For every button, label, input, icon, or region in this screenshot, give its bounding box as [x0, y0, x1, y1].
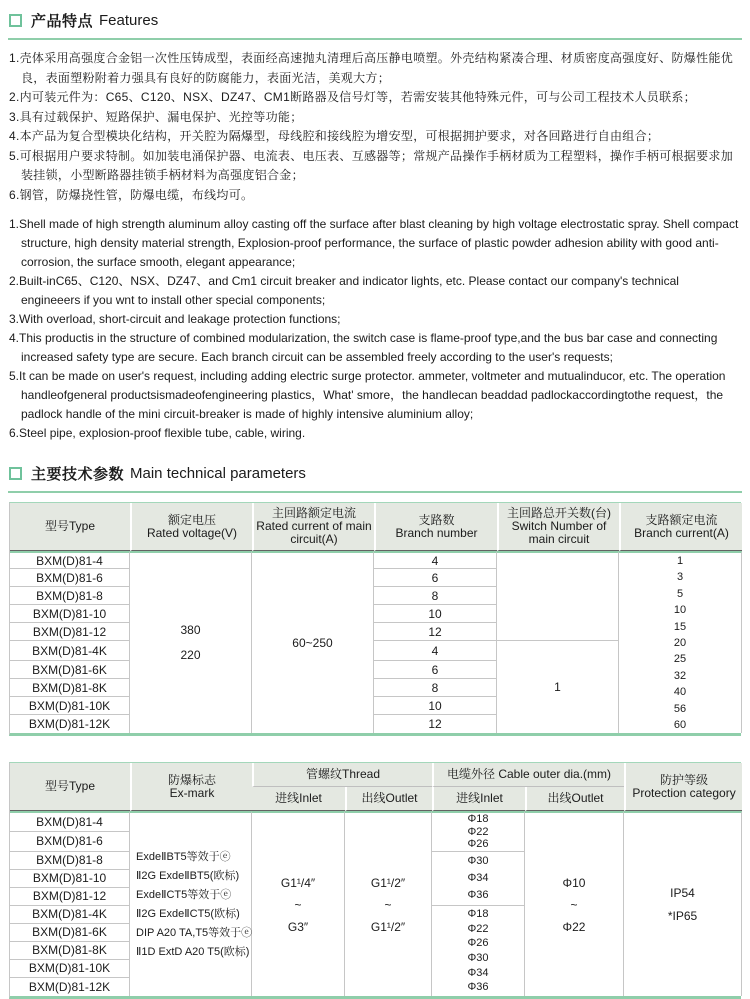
branch-number-cell: 10	[374, 697, 497, 715]
features-list-english	[9, 215, 741, 443]
col-header-cable-dia: 电缆外径 Cable outer dia.(mm)	[432, 763, 624, 787]
feature-item: 5.可根据用户要求特制。如加装电涌保护器、电流表、电压表、互感器等；常规产品操作手柄材质为工程塑料，操作手柄可根据要求加装挂锁，小型断路器挂锁手柄材料为高强度铝合金；	[9, 148, 734, 182]
ex-mark-cell: ExdeⅡBT5等效于ⓔ Ⅱ2G ExdeⅡBT5(欧标) ExdeⅡCT5等效于ⓔ Ⅱ2G ExdeⅡCT5(欧标) DIP A20 TA,T5等效于ⓔ Ⅱ1D ExtD A20 T5(欧标)	[130, 811, 252, 996]
main-current-cell: 60~250	[252, 551, 374, 733]
type-cell: BXM(D)81-4	[10, 811, 130, 831]
protection-cell: IP54 *IP65	[624, 811, 742, 996]
table1-header-row	[10, 503, 742, 551]
type-cell: BXM(D)81-12K	[10, 978, 130, 996]
type-cell: BXM(D)81-12	[10, 888, 130, 906]
feature-item: 4.本产品为复合型模块化结构，开关腔为隔爆型，母线腔和接线腔为增安型，可根据拥护要求，对各回路进行自由组合；	[9, 129, 660, 143]
col-header-ex-mark: 防爆标志 Ex-mark	[130, 763, 252, 811]
cable-outlet-cell: Φ10 ~ Φ22	[525, 811, 624, 996]
col-header-cable-outlet: 出线Outlet	[525, 787, 624, 811]
section-header-features	[8, 8, 742, 40]
feature-item: 1.壳体采用高强度合金铝一次性压铸成型，表面经高速抛丸清理后高压静电喷塑。外壳结构紧凑合理、材质密度高强度好、防爆性能优良，表面塑粉附着力强具有良好的防腐能力，表面光洁，美观大方；	[9, 51, 734, 85]
col-header-rated-voltage: 额定电压 Rated voltage(V)	[130, 503, 252, 551]
type-cell: BXM(D)81-8	[10, 852, 130, 870]
col-header-switch-number: 主回路总开关数(台) Switch Number of main circuit	[497, 503, 619, 551]
type-cell: BXM(D)81-4K	[10, 906, 130, 924]
section-marker-icon	[9, 14, 22, 27]
col-header-type: 型号Type	[10, 763, 130, 811]
col-header-branch-current: 支路额定电流 Branch current(A)	[619, 503, 742, 551]
feature-item: 4.This productis in the structure of combined modularization, the switch case is flame-proof type,and the bus bar case and connecting increased safety type are secure. Each branch circuit can be assembled freely according to the user's requests;	[9, 331, 718, 364]
feature-item: 5.It can be made on user's request, including adding electric surge protector. ammeter, voltmeter and mutualinducor, etc. The operation handleofgeneral productsismadeofengineering plastics，What' smore，the handlecan beaddad padlockaccordingtothe request，the padlock handle of the mini circuit-breaker is made of highly intensive aluminium alloy;	[9, 369, 726, 421]
cable-inlet-cell: Φ18 Φ22 Φ26 Φ30 Φ34 Φ36	[432, 906, 525, 996]
section-marker-icon	[9, 467, 22, 480]
voltage-cell: 380 220	[130, 551, 252, 733]
type-cell: BXM(D)81-6	[10, 569, 130, 587]
type-cell: BXM(D)81-6	[10, 832, 130, 852]
feature-item: 2.Built-inC65、C120、NSX、DZ47、and Cm1 circuit breaker and indicator lights, etc. Please contact our company's technical engineeers if you wnt to install other special components;	[9, 274, 679, 307]
branch-number-cell: 12	[374, 715, 497, 733]
branch-number-cell: 4	[374, 641, 497, 661]
col-header-protection: 防护等级 Protection category	[624, 763, 742, 811]
thread-cable-table	[9, 762, 741, 999]
type-cell: BXM(D)81-12	[10, 623, 130, 641]
type-cell: BXM(D)81-8	[10, 587, 130, 605]
table2-header-row-1	[10, 763, 742, 787]
branch-number-cell: 12	[374, 623, 497, 641]
col-header-branch-number: 支路数 Branch number	[374, 503, 497, 551]
type-cell: BXM(D)81-10K	[10, 960, 130, 978]
type-cell: BXM(D)81-10	[10, 870, 130, 888]
col-header-thread: 管螺纹Thread	[252, 763, 432, 787]
section-header-parameters	[8, 461, 742, 493]
type-cell: BXM(D)81-10K	[10, 697, 130, 715]
features-list-chinese	[9, 49, 741, 205]
type-cell: BXM(D)81-6K	[10, 924, 130, 942]
type-cell: BXM(D)81-8K	[10, 679, 130, 697]
type-cell: BXM(D)81-6K	[10, 661, 130, 679]
features-title-en: Features	[99, 12, 159, 29]
feature-item: 1.Shell made of high strength aluminum alloy casting off the surface after blast cleaning by high voltage electrostatic spray. Shell compact structure, high density material strength, Explosion-proof performance, the surface of plastic powder adhesion ability with good anti-corrosion, the surface smooth, elegant appearance;	[9, 217, 739, 269]
main-parameters-table	[9, 502, 741, 736]
branch-number-cell: 8	[374, 679, 497, 697]
feature-item: 6.钢管，防爆挠性管，防爆电缆，布线均可。	[9, 187, 254, 202]
branch-number-cell: 10	[374, 605, 497, 623]
thread-inlet-cell: G1¹/4″ ~ G3″	[252, 811, 345, 996]
branch-number-cell: 6	[374, 661, 497, 679]
feature-item: 3.With overload, short-circuit and leakage protection functions;	[9, 312, 341, 326]
type-cell: BXM(D)81-8K	[10, 942, 130, 960]
switch-number-cell-empty	[497, 551, 619, 641]
type-cell: BXM(D)81-4K	[10, 641, 130, 661]
branch-number-cell: 4	[374, 551, 497, 569]
type-cell: BXM(D)81-12K	[10, 715, 130, 733]
feature-item: 2.内可装元件为：C65、C120、NSX、DZ47、CM1断路器及信号灯等，若需安装其他特殊元件，可与公司工程技术人员联系；	[9, 90, 696, 104]
features-title-cn: 产品特点	[31, 13, 94, 30]
cable-inlet-cell: Φ18 Φ22 Φ26	[432, 811, 525, 852]
table-row	[10, 811, 742, 831]
table-row	[10, 551, 742, 569]
params-title-cn: 主要技术参数	[31, 466, 125, 483]
feature-item: 6.Steel pipe, explosion-proof flexible tube, cable, wiring.	[9, 426, 306, 440]
cable-inlet-cell: Φ30 Φ34 Φ36	[432, 852, 525, 906]
branch-number-cell: 8	[374, 587, 497, 605]
col-header-main-current: 主回路额定电流 Rated current of main circuit(A)	[252, 503, 374, 551]
params-title-en: Main technical parameters	[130, 465, 306, 482]
type-cell: BXM(D)81-4	[10, 551, 130, 569]
branch-number-cell: 6	[374, 569, 497, 587]
switch-number-cell: 1	[497, 641, 619, 733]
type-cell: BXM(D)81-10	[10, 605, 130, 623]
col-header-thread-outlet: 出线Outlet	[345, 787, 432, 811]
feature-item: 3.具有过载保护、短路保护、漏电保护、光控等功能；	[9, 109, 303, 124]
col-header-thread-inlet: 进线Inlet	[252, 787, 345, 811]
thread-outlet-cell: G1¹/2″ ~ G1¹/2″	[345, 811, 432, 996]
col-header-cable-inlet: 进线Inlet	[432, 787, 525, 811]
col-header-type: 型号Type	[10, 503, 130, 551]
branch-current-cell: 1 3 5 10 15 20 25 32 40 56 60	[619, 551, 742, 733]
